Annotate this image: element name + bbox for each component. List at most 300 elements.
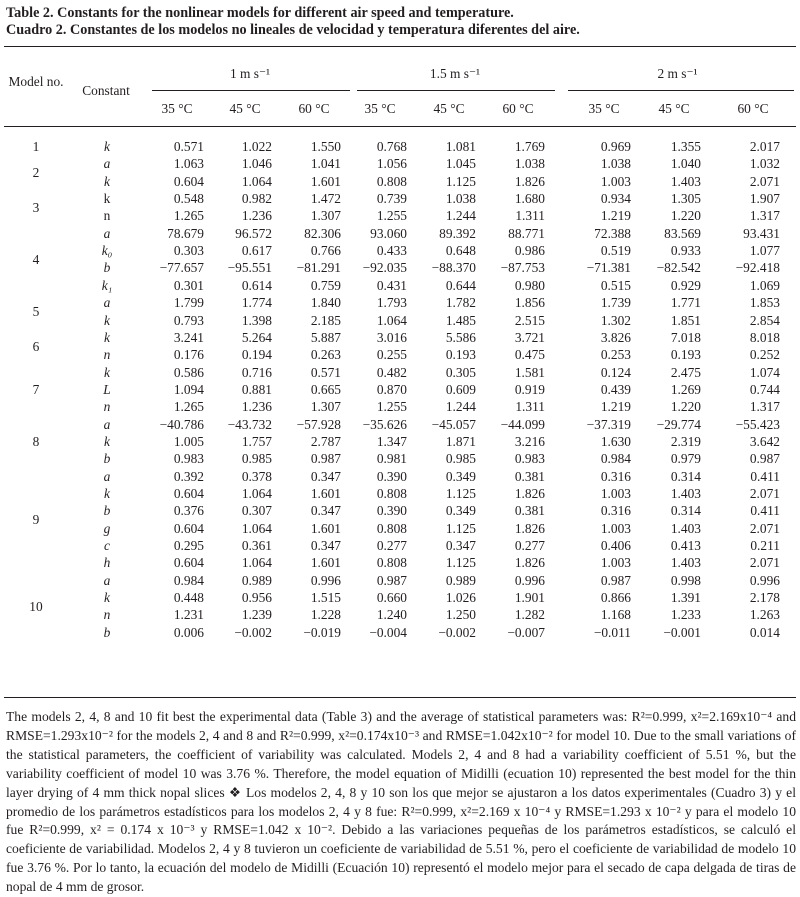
value-cell: 1.774 [241, 295, 272, 311]
constant-symbol: a [103, 416, 111, 432]
value-cell: 0.390 [376, 468, 407, 484]
constant-symbol: n [103, 347, 111, 363]
value-cell: 1.871 [445, 433, 476, 449]
value-cell: −0.019 [303, 624, 341, 640]
constant-symbol: L [103, 381, 111, 397]
value-cell: 1.003 [600, 486, 631, 501]
value-cell: 0.929 [670, 277, 701, 293]
value-cell: 1.793 [376, 295, 407, 311]
value-cell: 1.064 [241, 486, 272, 501]
value-cell: 2.854 [749, 312, 780, 328]
value-cell: 1.228 [310, 607, 341, 623]
value-cell: 0.303 [173, 243, 204, 259]
value-cell: 0.793 [173, 312, 204, 328]
value-cell: 1.630 [600, 433, 631, 449]
value-cell: 1.003 [600, 520, 631, 536]
value-cell: 0.448 [173, 590, 204, 606]
value-cell: 1.403 [670, 173, 701, 189]
value-cell: 1.125 [445, 173, 476, 189]
value-cell: −57.928 [296, 416, 341, 432]
value-cell: 0.996 [749, 572, 780, 588]
group-1-rule [152, 90, 350, 91]
constant-symbol: a [103, 468, 111, 484]
value-cell: 0.998 [670, 572, 701, 588]
value-cell: 1.739 [600, 295, 631, 311]
value-cell: 0.361 [241, 538, 272, 554]
value-cell: −92.418 [735, 260, 780, 276]
value-cell: −92.035 [362, 260, 407, 276]
group-2-rule [357, 90, 555, 91]
constant-symbol: a [103, 295, 111, 311]
value-cell: 1.307 [310, 208, 341, 224]
constant-symbol: k [104, 364, 110, 380]
value-cell: 1.305 [670, 191, 701, 207]
value-cell: 3.721 [514, 329, 545, 345]
value-cell: 1.601 [310, 555, 341, 571]
value-cell: 1.056 [376, 156, 407, 172]
constant-symbol: k [104, 590, 110, 606]
model-number: 1 [32, 139, 40, 154]
value-cell: 0.349 [445, 503, 476, 519]
value-cell: 1.550 [310, 139, 341, 154]
header-group-2: 1.5 m s⁻¹ [429, 66, 481, 81]
value-cell: −29.774 [656, 416, 701, 432]
value-cell: 5.586 [445, 329, 476, 345]
value-cell: 0.193 [670, 347, 701, 363]
value-cell: 1.851 [670, 312, 701, 328]
value-cell: 1.250 [445, 607, 476, 623]
table-row [0, 554, 800, 571]
value-cell: 1.046 [241, 156, 272, 172]
value-cell: 1.769 [514, 139, 545, 154]
value-cell: 1.244 [445, 208, 476, 224]
value-cell: 0.378 [241, 468, 272, 484]
value-cell: −40.786 [159, 416, 204, 432]
constant-symbol: c [104, 538, 110, 554]
constant-symbol: a [103, 225, 111, 241]
value-cell: 0.660 [376, 590, 407, 606]
constant-symbol: k [104, 139, 110, 154]
value-cell: 0.934 [600, 191, 631, 207]
value-cell: 0.316 [600, 468, 631, 484]
value-cell: 2.017 [749, 139, 780, 154]
value-cell: 93.060 [370, 225, 407, 241]
value-cell: −35.626 [362, 416, 407, 432]
value-cell: 1.064 [241, 555, 272, 571]
group-3-rule [568, 90, 794, 91]
value-cell: 0.665 [310, 381, 341, 397]
model-number: 8 [32, 433, 40, 449]
body-paragraph: The models 2, 4, 8 and 10 fit best the experimental data (Table 3) and the average of statistical parameters was: R²=0.999, x²=2.169x10⁻⁴ and RMSE=1.293x10⁻² for the models 2, 4 and 8 and R²=0.999, x²=0.174x10⁻³ and RMSE=1.042x10⁻² for model 10. Due to the small variations of the statistical parameters, the coefficient of variability was calculated. Models 2, 4 and 8 had a variability coefficient of 5.51 %, but the variability coefficient of model 10 was 3.76 %. Therefore, the model equation of Midilli (ecuation 10) represented the best model for the thin layer drying of 4 mm thick nopal slices ❖ Los modelos 2, 4, 8 y 10 son los que mejor se ajustaron a los datos experimentales (Cuadro 3) y el promedio de los parámetros estadísticos para los modelos 2, 4 y 8 fue: R²=0.999, x²=2.169 x 10⁻⁴ y RMSE=1.293 x 10⁻² y para el modelo 10 fue R²=0.999, x² = 0.174 x 10⁻³ y RMSE=1.042 x 10⁻². Debido a las variaciones pequeñas de los parámetros estadísticos, se calculó el coeficiente de variabilidad. Modelos 2, 4 y 8 tuvieron un coeficiente de variabilidad de 5.51 %, pero el coeficiente de variabilidad de modelo 10 fue 3.76 %. Por lo tanto, la ecuación del modelo de Midilli (Ecuación 10) representó el modelo mejor para el secado de capa delgada de tiras de nopal de 4 mm de grosor. [6, 709, 796, 895]
value-cell: 8.018 [749, 329, 780, 345]
value-cell: 0.295 [173, 538, 204, 554]
value-cell: 78.679 [167, 225, 204, 241]
value-cell: 0.193 [445, 347, 476, 363]
value-cell: 96.572 [235, 225, 272, 241]
table-row [0, 572, 800, 589]
value-cell: 1.236 [241, 399, 272, 415]
value-cell: 1.282 [514, 607, 545, 623]
value-cell: 0.766 [310, 243, 341, 259]
value-cell: 1.074 [749, 364, 780, 380]
value-cell: 0.981 [376, 451, 407, 467]
table-top-rule [4, 46, 796, 47]
value-cell: 1.219 [600, 399, 631, 415]
value-cell: 1.244 [445, 399, 476, 415]
value-cell: 0.305 [445, 364, 476, 380]
value-cell: 1.168 [600, 607, 631, 623]
value-cell: 3.241 [173, 329, 204, 345]
header-group-3: 2 m s⁻¹ [657, 66, 698, 81]
value-cell: 0.519 [600, 243, 631, 259]
table-row [0, 294, 800, 311]
value-cell: 1.907 [749, 191, 780, 207]
value-cell: 0.759 [310, 277, 341, 293]
value-cell: 1.601 [310, 486, 341, 501]
value-cell: −55.423 [735, 416, 780, 432]
table-row [0, 502, 800, 519]
value-cell: 0.006 [173, 624, 204, 640]
value-cell: 1.233 [670, 607, 701, 623]
value-cell: 1.485 [445, 312, 476, 328]
value-cell: 1.255 [376, 208, 407, 224]
value-cell: 7.018 [670, 329, 701, 345]
value-cell: 1.782 [445, 295, 476, 311]
value-cell: 0.263 [310, 347, 341, 363]
header-temp-1: 35 °C [161, 101, 193, 116]
value-cell: 0.390 [376, 503, 407, 519]
value-cell: 0.985 [445, 451, 476, 467]
table-row [0, 398, 800, 415]
table-row [0, 277, 800, 294]
value-cell: 1.347 [376, 433, 407, 449]
constant-symbol: n [103, 208, 111, 224]
value-cell: 0.124 [600, 364, 631, 380]
value-cell: 0.808 [376, 173, 407, 189]
value-cell: 1.022 [241, 139, 272, 154]
table-row [0, 138, 800, 155]
value-cell: 1.601 [310, 520, 341, 536]
model-number: 5 [32, 303, 40, 319]
value-cell: 1.094 [173, 381, 204, 397]
value-cell: 1.040 [670, 156, 701, 172]
constant-symbol: n [103, 399, 111, 415]
value-cell: 0.439 [600, 381, 631, 397]
value-cell: 2.071 [749, 520, 780, 536]
value-cell: 0.431 [376, 277, 407, 293]
value-cell: 0.609 [445, 381, 476, 397]
value-cell: 1.317 [749, 399, 780, 415]
value-cell: 1.307 [310, 399, 341, 415]
value-cell: 1.003 [600, 173, 631, 189]
value-cell: 1.840 [310, 295, 341, 311]
value-cell: 0.617 [241, 243, 272, 259]
table-row [0, 589, 800, 606]
value-cell: 0.194 [241, 347, 272, 363]
value-cell: 0.604 [173, 555, 204, 571]
value-cell: 1.311 [515, 208, 545, 224]
value-cell: 0.986 [514, 243, 545, 259]
value-cell: 1.515 [310, 590, 341, 606]
value-cell: 1.302 [600, 312, 631, 328]
table-row [0, 207, 800, 224]
table-row [0, 624, 800, 641]
table-row [0, 173, 800, 190]
value-cell: 1.125 [445, 486, 476, 501]
constant-symbol: g [103, 520, 111, 536]
value-cell: 1.826 [514, 520, 545, 536]
value-cell: 1.038 [445, 191, 476, 207]
table-row [0, 225, 800, 242]
value-cell: 1.063 [173, 156, 204, 172]
value-cell: 0.392 [173, 468, 204, 484]
value-cell: 0.252 [749, 347, 780, 363]
value-cell: 0.989 [445, 572, 476, 588]
constant-symbol: b [103, 624, 111, 640]
header-group-1: 1 m s⁻¹ [229, 66, 271, 81]
table-row [0, 155, 800, 172]
model-number: 2 [32, 165, 40, 181]
value-cell: 1.771 [670, 295, 701, 311]
model-number: 9 [32, 512, 40, 528]
header-temp-7: 35 °C [588, 101, 620, 116]
value-cell: 1.757 [241, 433, 272, 449]
value-cell: 2.071 [749, 173, 780, 189]
table-row [0, 468, 800, 485]
value-cell: 0.277 [514, 538, 545, 554]
value-cell: 2.071 [749, 486, 780, 501]
value-cell: 0.881 [241, 381, 272, 397]
value-cell: 1.125 [445, 520, 476, 536]
constant-symbol: b [103, 260, 111, 276]
value-cell: 0.996 [310, 572, 341, 588]
value-cell: 1.005 [173, 433, 204, 449]
value-cell: 72.388 [594, 225, 631, 241]
value-cell: 1.901 [514, 590, 545, 606]
value-cell: 0.548 [173, 191, 204, 207]
caption-spanish: Cuadro 2. Constantes de los modelos no lineales de velocidad y temperatura diferentes del aire. [6, 22, 580, 38]
value-cell: 2.475 [670, 364, 701, 380]
value-cell: 1.219 [600, 208, 631, 224]
constant-symbol: k [104, 173, 110, 189]
value-cell: 0.985 [241, 451, 272, 467]
model-number: 4 [32, 251, 40, 267]
constant-symbol: k₀ [101, 243, 113, 259]
value-cell: 1.231 [173, 607, 204, 623]
value-cell: −0.004 [369, 624, 407, 640]
value-cell: −81.291 [296, 260, 341, 276]
value-cell: 0.984 [173, 572, 204, 588]
value-cell: −0.011 [593, 624, 631, 640]
value-cell: 1.041 [310, 156, 341, 172]
value-cell: 1.032 [749, 156, 780, 172]
value-cell: 2.178 [749, 590, 780, 606]
value-cell: 0.744 [749, 381, 780, 397]
value-cell: 0.571 [310, 364, 341, 380]
value-cell: −0.002 [438, 624, 476, 640]
constant-symbol: k₁ [101, 277, 113, 293]
value-cell: 0.406 [600, 538, 631, 554]
header-bottom-rule [4, 126, 796, 127]
value-cell: 0.644 [445, 277, 476, 293]
value-cell: 0.604 [173, 173, 204, 189]
value-cell: 0.347 [310, 538, 341, 554]
value-cell: 1.398 [241, 312, 272, 328]
value-cell: −77.657 [159, 260, 204, 276]
value-cell: 1.239 [241, 607, 272, 623]
value-cell: 1.403 [670, 520, 701, 536]
value-cell: 0.919 [514, 381, 545, 397]
header-temp-2: 45 °C [229, 101, 261, 116]
value-cell: 93.431 [743, 225, 780, 241]
header-temp-3: 60 °C [298, 101, 330, 116]
value-cell: 0.989 [241, 572, 272, 588]
value-cell: 0.307 [241, 503, 272, 519]
value-cell: 0.433 [376, 243, 407, 259]
value-cell: 1.026 [445, 590, 476, 606]
value-cell: 0.301 [173, 277, 204, 293]
value-cell: 1.265 [173, 399, 204, 415]
value-cell: 2.787 [310, 433, 341, 449]
value-cell: 0.808 [376, 486, 407, 501]
value-cell: 1.064 [376, 312, 407, 328]
value-cell: 1.826 [514, 555, 545, 571]
value-cell: 0.982 [241, 191, 272, 207]
header-temp-5: 45 °C [433, 101, 465, 116]
value-cell: 2.185 [310, 312, 341, 328]
value-cell: −37.319 [586, 416, 631, 432]
value-cell: 0.176 [173, 347, 204, 363]
value-cell: 0.411 [750, 468, 780, 484]
value-cell: 1.403 [670, 486, 701, 501]
value-cell: 1.064 [241, 520, 272, 536]
value-cell: 1.038 [514, 156, 545, 172]
value-cell: 0.349 [445, 468, 476, 484]
value-cell: 0.933 [670, 243, 701, 259]
value-cell: 1.391 [670, 590, 701, 606]
table-row [0, 381, 800, 398]
value-cell: −95.551 [227, 260, 272, 276]
value-cell: 0.808 [376, 520, 407, 536]
table-row [0, 416, 800, 433]
value-cell: 82.306 [304, 225, 341, 241]
header-temp-8: 45 °C [658, 101, 690, 116]
value-cell: 1.003 [600, 555, 631, 571]
header-temp-4: 35 °C [364, 101, 396, 116]
value-cell: 1.045 [445, 156, 476, 172]
value-cell: 1.240 [376, 607, 407, 623]
value-cell: 3.216 [514, 433, 545, 449]
value-cell: 1.311 [515, 399, 545, 415]
header-constant: Constant [82, 83, 130, 98]
value-cell: −71.381 [586, 260, 631, 276]
value-cell: 1.265 [173, 208, 204, 224]
value-cell: −44.099 [500, 416, 545, 432]
value-cell: 0.716 [241, 364, 272, 380]
value-cell: 0.969 [600, 139, 631, 154]
value-cell: 0.987 [376, 572, 407, 588]
value-cell: 0.316 [600, 503, 631, 519]
value-cell: 2.319 [670, 433, 701, 449]
value-cell: 1.355 [670, 139, 701, 154]
value-cell: −0.001 [663, 624, 701, 640]
value-cell: 1.826 [514, 486, 545, 501]
value-cell: 0.979 [670, 451, 701, 467]
value-cell: 0.987 [600, 572, 631, 588]
value-cell: 83.569 [664, 225, 701, 241]
model-number: 3 [32, 199, 40, 215]
value-cell: 1.853 [749, 295, 780, 311]
value-cell: 0.870 [376, 381, 407, 397]
value-cell: 0.984 [600, 451, 631, 467]
value-cell: 0.739 [376, 191, 407, 207]
value-cell: 0.314 [670, 503, 701, 519]
value-cell: 0.381 [514, 503, 545, 519]
table-row [0, 312, 800, 329]
value-cell: 0.211 [750, 538, 780, 554]
constant-symbol: a [103, 572, 111, 588]
value-cell: 88.771 [508, 225, 545, 241]
constant-symbol: k [104, 486, 110, 501]
value-cell: 1.125 [445, 555, 476, 571]
constant-symbol: b [103, 503, 111, 519]
value-cell: 0.571 [173, 139, 204, 154]
value-cell: 1.220 [670, 208, 701, 224]
value-cell: −88.370 [431, 260, 476, 276]
value-cell: 1.255 [376, 399, 407, 415]
value-cell: 0.376 [173, 503, 204, 519]
header-model-no: Model no. [8, 74, 64, 89]
value-cell: 1.403 [670, 555, 701, 571]
value-cell: 0.983 [173, 451, 204, 467]
value-cell: 0.983 [514, 451, 545, 467]
value-cell: 0.014 [749, 624, 780, 640]
table-row [0, 450, 800, 467]
value-cell: 1.220 [670, 399, 701, 415]
table-caption [6, 5, 796, 39]
value-cell: 1.856 [514, 295, 545, 311]
table-row [0, 242, 800, 259]
value-cell: 0.866 [600, 590, 631, 606]
value-cell: 1.069 [749, 277, 780, 293]
value-cell: 0.413 [670, 538, 701, 554]
header-temp-6: 60 °C [502, 101, 534, 116]
value-cell: −0.007 [507, 624, 545, 640]
table-row [0, 364, 800, 381]
value-cell: 0.255 [376, 347, 407, 363]
value-cell: 1.263 [749, 607, 780, 623]
value-cell: 3.016 [376, 329, 407, 345]
constant-symbol: k [104, 312, 110, 328]
value-cell: 1.038 [600, 156, 631, 172]
value-cell: 0.768 [376, 139, 407, 154]
value-cell: 0.980 [514, 277, 545, 293]
value-cell: 0.411 [750, 503, 780, 519]
value-cell: 1.680 [514, 191, 545, 207]
value-cell: 1.269 [670, 381, 701, 397]
value-cell: 0.996 [514, 572, 545, 588]
value-cell: 2.515 [514, 312, 545, 328]
table-row [0, 346, 800, 363]
value-cell: 0.253 [600, 347, 631, 363]
constant-symbol: a [103, 156, 111, 172]
value-cell: 1.601 [310, 173, 341, 189]
value-cell: 3.826 [600, 329, 631, 345]
value-cell: 5.264 [241, 329, 272, 345]
table-row [0, 537, 800, 554]
value-cell: −87.753 [500, 260, 545, 276]
constant-symbol: n [103, 607, 111, 623]
